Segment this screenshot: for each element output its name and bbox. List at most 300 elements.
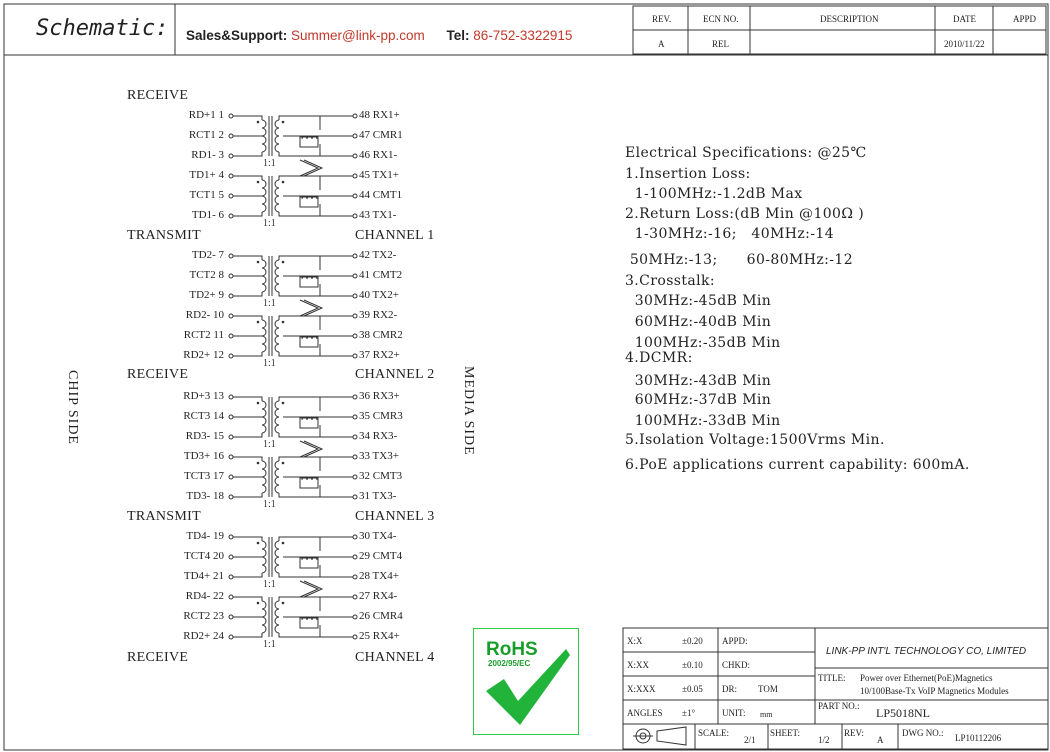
wire [300,597,320,611]
polarity-dot [282,261,285,264]
checkmark-icon [474,629,578,734]
pin-terminal [353,635,357,639]
pin-terminal [229,214,233,218]
coil [307,618,312,621]
left-pin-label: RD1- 3 [191,149,224,161]
left-pin-label: RCT2 23 [183,610,224,622]
right-pin-label: 46 RX1- [359,149,398,161]
wire [279,633,300,637]
dwg-number: LP10112206 [955,733,1002,743]
projection-icon [657,727,686,745]
coil [262,268,266,276]
pin-terminal [229,395,233,399]
left-pin-label: TCT2 8 [189,269,224,281]
part-label: PART NO.: [818,701,860,711]
coil [275,601,279,609]
wire [233,457,262,461]
wire [233,316,262,320]
coil [262,565,266,573]
polarity-dot [282,121,285,124]
wire [279,537,300,541]
rev-header: REV. [652,14,672,24]
spec-line: 3.Crosstalk: [625,273,716,289]
pin-terminal [229,615,233,619]
receive-label-top: RECEIVE [127,88,189,103]
wire [279,397,300,401]
right-pin-label: 39 RX2- [359,309,398,321]
pin-terminal [353,435,357,439]
wire [279,152,300,156]
coil [262,180,266,188]
rev-label: REV: [844,728,864,738]
tol-value-2: ±0.05 [682,684,703,694]
coil [262,328,266,336]
coil [307,197,312,200]
tol-field-3: UNIT: [722,708,746,718]
right-pin-label: 41 CMT2 [359,269,403,281]
pin-terminal [229,595,233,599]
receive-label-2: RECEIVE [127,367,189,382]
left-pin-label: RD+3 13 [183,390,224,402]
coil [262,284,266,292]
left-pin-label: RCT2 11 [183,329,224,341]
wire [300,284,320,296]
left-pin-label: RCT3 14 [183,410,224,422]
polarity-dot [257,602,260,605]
coil [275,144,279,152]
tol-value-0: ±0.20 [682,636,703,646]
title-line-2: 10/100Base-Tx VoIP Magnetics Modules [860,686,1009,696]
coil [275,565,279,573]
pin-terminal [353,114,357,118]
pin-terminal [353,254,357,258]
right-pin-label: 36 RX3+ [359,390,400,402]
pin-terminal [353,495,357,499]
wire [279,493,300,497]
media-side-label: MEDIA SIDE [461,366,476,456]
polarity-dot [257,542,260,545]
polarity-dot [282,542,285,545]
spec-line: 60MHz:-40dB Min [625,314,772,330]
coil [262,425,266,433]
pin-terminal [353,395,357,399]
transmit-label-1: TRANSMIT [127,228,201,243]
pin-terminal [229,314,233,318]
pin-terminal [353,294,357,298]
coil [275,477,279,485]
pin-terminal [229,174,233,178]
right-pin-label: 43 TX1- [359,209,397,221]
spec-line: 1-100MHz:-1.2dB Max [625,186,803,202]
wire [233,292,262,296]
coil [275,485,279,493]
coil [262,409,266,417]
spec-line: 6.PoE applications current capability: 600mA. [625,457,970,473]
coil [312,337,317,340]
rev-value: A [658,39,665,49]
choke [300,558,318,568]
coil [275,136,279,144]
right-pin-label: 48 RX1+ [359,109,400,121]
pin-terminal [353,615,357,619]
right-pin-label: 34 RX3- [359,430,398,442]
coil [275,549,279,557]
wire [300,204,320,216]
channel-1-label: CHANNEL 1 [355,228,435,243]
coil [275,320,279,328]
wire [279,433,300,437]
appd-header: APPD [1013,14,1037,24]
right-pin-label: 31 TX3- [359,490,397,502]
right-pin-label: 27 RX4- [359,590,398,602]
ratio-label: 1:1 [263,639,276,650]
spec-line: 60MHz:-37dB Min [625,392,772,408]
polarity-dot [257,181,260,184]
ratio-label: 1:1 [263,158,276,169]
tol-field-1: CHKD: [722,660,751,670]
wire [300,344,320,356]
pin-terminal [229,435,233,439]
spec-line: 100MHz:-33dB Min [625,413,781,429]
pin-terminal [353,535,357,539]
left-pin-label: RD2+ 12 [183,349,224,361]
pin-terminal [353,455,357,459]
rev-value-block: A [877,735,884,745]
rohs-badge [473,628,579,735]
pin-terminal [229,334,233,338]
wire [300,565,320,577]
right-pin-label: 44 CMT1 [359,189,403,201]
sheet-value: 1/2 [818,735,830,745]
unit-value: mm [760,710,773,719]
pin-terminal [353,154,357,158]
pin-terminal [229,194,233,198]
wire [300,256,320,270]
polarity-dot [282,402,285,405]
coil [262,188,266,196]
wire [233,176,262,180]
spec-line: 50MHz:-13; 60-80MHz:-12 [625,252,854,268]
wire [300,537,320,551]
wire [279,176,300,180]
right-pin-label: 25 RX4+ [359,630,400,642]
coil [262,625,266,633]
wire [279,256,300,260]
coil [262,336,266,344]
channel-4-label: CHANNEL 4 [355,650,435,665]
sheet-label: SHEET: [770,728,801,738]
coil [262,120,266,128]
coil [262,320,266,328]
left-pin-label: TD1+ 4 [189,169,224,181]
coil [302,418,307,421]
left-pin-label: TCT4 20 [183,550,224,562]
date-header: DATE [953,14,976,24]
wire [233,212,262,216]
coil [312,478,317,481]
right-pin-label: 37 RX2+ [359,349,400,361]
tol-field-0: APPD: [722,636,748,646]
spec-line: 4.DCMR: [625,350,693,366]
spec-line: 1-30MHz:-16; 40MHz:-14 [625,226,834,242]
scale-value: 2/1 [744,735,756,745]
coil [262,144,266,152]
left-pin-label: RD+1 1 [188,109,224,121]
left-pin-label: TD3+ 16 [183,450,224,462]
tol-label-0: X:X [627,636,643,646]
pin-terminal [353,214,357,218]
choke [300,478,318,488]
tol-field-2: DR: [722,684,738,694]
coil [262,344,266,352]
choke [300,197,318,207]
tel-value: 86-752-3322915 [473,28,573,43]
pin-terminal [353,194,357,198]
coil [275,188,279,196]
wire [300,144,320,156]
coil [275,268,279,276]
wire [233,116,262,120]
choke [300,277,318,287]
coil [302,558,307,561]
wire [304,300,322,316]
wire [279,316,300,320]
choke [300,618,318,628]
right-pin-label: 42 TX2- [359,249,397,261]
coil [262,260,266,268]
pin-terminal [353,274,357,278]
polarity-dot [282,602,285,605]
right-pin-label: 35 CMR3 [359,410,403,422]
coil [262,601,266,609]
wire [279,116,300,120]
pin-terminal [229,154,233,158]
left-pin-label: TD1- 6 [191,209,224,221]
coil [302,197,307,200]
wire [300,425,320,437]
coil [312,618,317,621]
wire [233,573,262,577]
coil [312,137,317,140]
sales-label: Sales&Support: [186,28,288,43]
polarity-dot [257,121,260,124]
coil [312,277,317,280]
spec-line: 30MHz:-43dB Min [625,373,772,389]
coil [262,196,266,204]
company-name: LINK-PP INT'L TECHNOLOGY CO, LIMITED [826,646,1027,657]
coil [275,260,279,268]
spec-title: Electrical Specifications: @25℃ [625,145,867,161]
pin-terminal [353,415,357,419]
channel-2-label: CHANNEL 2 [355,367,435,382]
page-title: Schematic: [36,16,169,41]
polarity-dot [282,321,285,324]
coil [262,136,266,144]
wire [279,573,300,577]
ratio-label: 1:1 [263,298,276,309]
polarity-dot [257,462,260,465]
date-value: 2010/11/22 [944,39,985,49]
pin-terminal [353,334,357,338]
description-header: DESCRIPTION [820,14,879,24]
sales-email[interactable]: Summer@link-pp.com [291,28,425,43]
wire [279,212,300,216]
pin-terminal [229,455,233,459]
coil [275,196,279,204]
title-label: TITLE: [818,673,846,683]
tol-label-2: X:XXX [627,684,656,694]
polarity-dot [257,261,260,264]
left-pin-label: RD4- 22 [185,590,224,602]
left-pin-label: TD3- 18 [186,490,224,502]
wire [279,457,300,461]
coil [307,558,312,561]
coil [262,477,266,485]
pin-terminal [229,354,233,358]
coil [262,461,266,469]
coil [275,276,279,284]
dwg-label: DWG NO.: [902,728,944,738]
polarity-dot [257,402,260,405]
wire [300,485,320,497]
coil [262,276,266,284]
coil [302,137,307,140]
choke [300,137,318,147]
left-pin-label: TCT3 17 [183,470,224,482]
pin-terminal [353,475,357,479]
coil [275,409,279,417]
right-pin-label: 38 CMR2 [359,329,403,341]
coil [262,469,266,477]
ratio-label: 1:1 [263,358,276,369]
wire [233,537,262,541]
left-pin-label: TCT1 5 [189,189,224,201]
wire [233,352,262,356]
coil [275,120,279,128]
wire [300,457,320,471]
right-pin-label: 40 TX2+ [359,289,399,301]
right-pin-label: 45 TX1+ [359,169,399,181]
wire [300,116,320,130]
coil [312,197,317,200]
coil [275,204,279,212]
coil [307,418,312,421]
right-pin-label: 29 CMT4 [359,550,403,562]
wire [233,633,262,637]
right-pin-label: 28 TX4+ [359,570,399,582]
part-number: LP5018NL [876,706,930,720]
coil [262,541,266,549]
right-pin-label: 26 CMR4 [359,610,403,622]
pin-terminal [229,254,233,258]
left-pin-label: RD2+ 24 [183,630,224,642]
wire [233,433,262,437]
tol-label-1: X:XX [627,660,649,670]
wire [279,292,300,296]
polarity-dot [282,462,285,465]
right-pin-label: 30 TX4- [359,530,397,542]
coil [262,609,266,617]
left-pin-label: TD2- 7 [191,249,224,261]
channel-3-label: CHANNEL 3 [355,509,435,524]
title-line-1: Power over Ethernet(PoE)Magnetics [860,673,993,683]
coil [275,617,279,625]
coil [312,418,317,421]
pin-terminal [229,415,233,419]
pin-terminal [353,314,357,318]
coil [312,558,317,561]
coil [275,344,279,352]
wire [300,397,320,411]
ratio-label: 1:1 [263,439,276,450]
tol-value-3: ±1° [682,708,696,718]
ecn-value: REL [712,39,729,49]
wire [300,625,320,637]
spec-line: 30MHz:-45dB Min [625,293,772,309]
drawn-by: TOM [758,684,778,694]
coil [275,469,279,477]
pin-terminal [229,114,233,118]
coil [307,277,312,280]
coil [275,417,279,425]
left-pin-label: RD2- 10 [185,309,224,321]
coil [307,137,312,140]
pin-terminal [229,134,233,138]
polarity-dot [257,321,260,324]
coil [262,549,266,557]
ratio-label: 1:1 [263,499,276,510]
wire [304,581,322,597]
pin-terminal [353,595,357,599]
wire [300,176,320,190]
pin-terminal [229,575,233,579]
choke [300,337,318,347]
wire [304,160,322,176]
pin-terminal [353,555,357,559]
coil [275,425,279,433]
transmit-label-3: TRANSMIT [127,509,201,524]
chip-side-label: CHIP SIDE [65,370,80,445]
ecn-header: ECN NO. [703,14,739,24]
coil [262,128,266,136]
right-pin-label: 32 CMT3 [359,470,403,482]
pin-terminal [229,294,233,298]
spec-line: 100MHz:-35dB Min [625,335,781,351]
support-line [186,28,572,43]
coil [275,328,279,336]
wire [233,493,262,497]
ratio-label: 1:1 [263,579,276,590]
spec-line: 2.Return Loss:(dB Min @100Ω ) [625,206,865,222]
choke [300,418,318,428]
wire [233,597,262,601]
pin-terminal [229,535,233,539]
coil [275,128,279,136]
coil [302,277,307,280]
spec-line: 5.Isolation Voltage:1500Vrms Min. [625,432,885,448]
coil [275,461,279,469]
pin-terminal [229,274,233,278]
pin-terminal [353,134,357,138]
coil [275,284,279,292]
receive-label-4: RECEIVE [127,650,189,665]
coil [262,417,266,425]
coil [307,478,312,481]
coil [275,625,279,633]
coil [275,336,279,344]
left-pin-label: TD4+ 21 [183,570,224,582]
coil [275,180,279,188]
